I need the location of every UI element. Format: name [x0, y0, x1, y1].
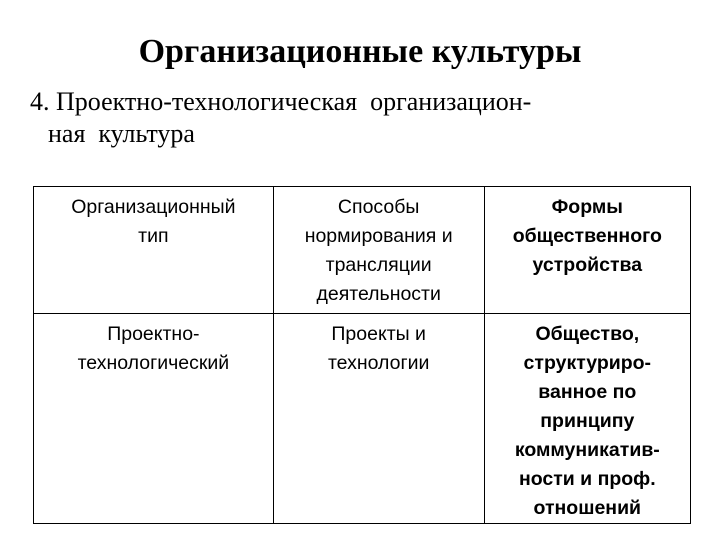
cell-text: технологии: [327, 352, 430, 374]
header-text: нормирования и: [304, 225, 453, 247]
header-cell-social-forms: [484, 187, 690, 314]
header-text: трансляции: [325, 254, 432, 276]
table-row: [34, 314, 691, 524]
slide-title: Организационные культуры: [138, 33, 582, 70]
header-cell-org-type: [34, 187, 274, 314]
header-text: Формы: [551, 196, 623, 218]
slide-subtitle: [30, 86, 690, 150]
cell-text: отношений: [533, 497, 642, 519]
header-cell-norm-methods: [273, 187, 484, 314]
header-text: устройства: [532, 254, 643, 276]
header-text: Способы: [337, 196, 420, 218]
cell-text: ванное по: [538, 381, 637, 403]
header-text: деятельности: [316, 283, 441, 305]
cell-norm-methods: [273, 314, 484, 524]
cell-text: технологический: [77, 352, 230, 374]
cell-social-forms: [484, 314, 690, 524]
cell-text: Общество,: [535, 323, 640, 345]
table-header-row: [34, 187, 691, 314]
header-text: Организационный: [71, 196, 236, 218]
cell-text: коммуникатив-: [514, 439, 660, 461]
cell-text: структуриро-: [523, 352, 652, 374]
cell-text: Проекты и: [331, 323, 426, 345]
header-text: общественного: [512, 225, 662, 247]
cell-text: Проектно-: [107, 323, 200, 345]
cell-text: ности и проф.: [518, 468, 656, 490]
cell-text: принципу: [540, 410, 635, 432]
subtitle-line-1: 4. Проектно-технологическая организацион-: [30, 87, 532, 116]
cell-org-type: [34, 314, 274, 524]
header-text: тип: [138, 225, 169, 247]
culture-table: [33, 186, 691, 524]
subtitle-line-2: ная культура: [48, 119, 195, 148]
